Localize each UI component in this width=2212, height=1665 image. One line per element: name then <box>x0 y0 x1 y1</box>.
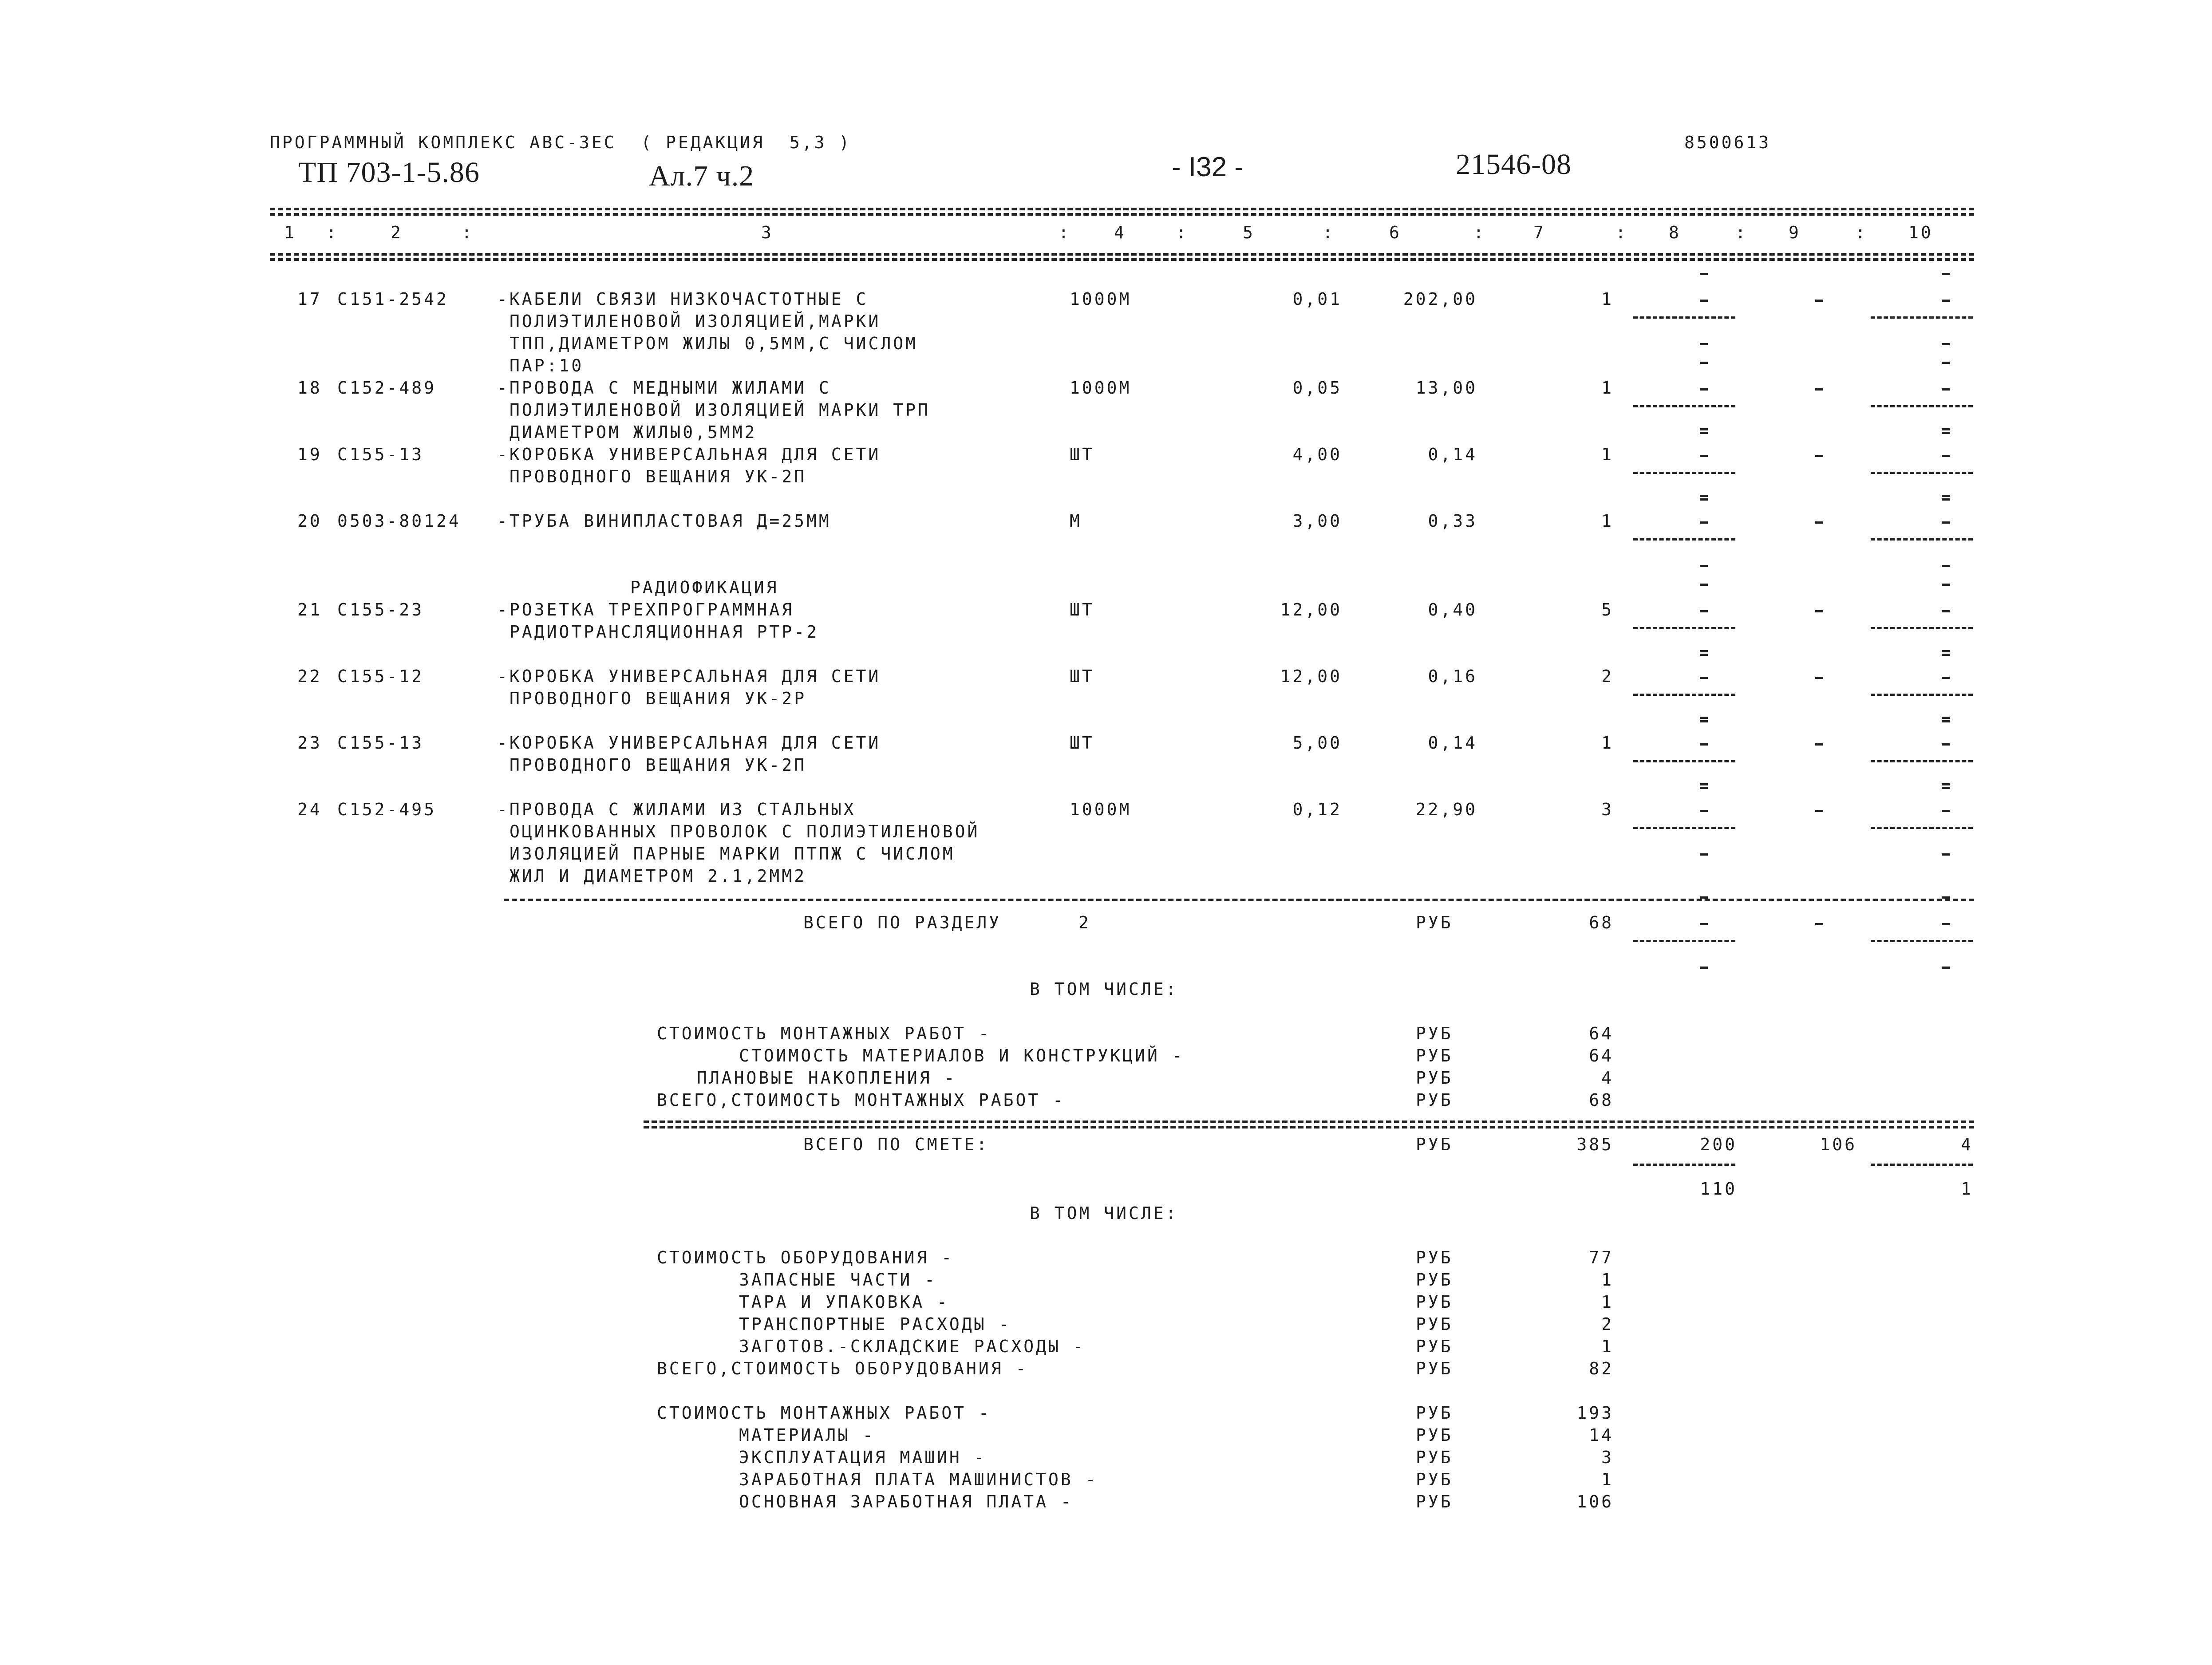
row-price: 0,40 <box>1428 600 1477 619</box>
dash-mark <box>1815 923 1823 925</box>
row-qty: 0,05 <box>1292 378 1342 398</box>
installation-value: 106 <box>1576 1492 1614 1511</box>
installation-label: МАТЕРИАЛЫ - <box>739 1425 875 1445</box>
col-sep: : <box>1473 223 1486 242</box>
row-number: 20 <box>297 511 322 531</box>
row-desc-line: ПРОВОДНОГО ВЕЩАНИЯ УК-2Р <box>510 689 807 708</box>
row-desc-line: ОЦИНКОВАННЫХ ПРОВОЛОК С ПОЛИЭТИЛЕНОВОЙ <box>510 822 980 841</box>
fraction-rule <box>1871 694 1973 696</box>
dash-mark <box>1942 743 1950 746</box>
breakdown-label: СТОИМОСТЬ МОНТАЖНЫХ РАБОТ - <box>657 1024 991 1043</box>
dash-mark <box>1942 388 1950 391</box>
row-desc-line: -ПРОВОДА С ЖИЛАМИ ИЗ СТАЛЬНЫХ <box>497 800 856 819</box>
row-desc-line: -КАБЕЛИ СВЯЗИ НИЗКОЧАСТОТНЫЕ С <box>497 289 869 309</box>
row-desc-line: РАДИОТРАНСЛЯЦИОННАЯ РТР-2 <box>510 622 819 642</box>
installation-label: ЭКСПЛУАТАЦИЯ МАШИН - <box>739 1448 987 1467</box>
dash-mark <box>1700 343 1708 345</box>
breakdown-label: ВСЕГО,СТОИМОСТЬ МОНТАЖНЫХ РАБОТ - <box>657 1090 1065 1110</box>
section-total-number: 2 <box>1078 913 1091 932</box>
breakdown-unit: РУБ <box>1416 1024 1453 1043</box>
fraction-rule <box>1633 472 1735 474</box>
equipment-unit: РУБ <box>1416 1337 1453 1356</box>
dash-mark <box>1815 743 1823 746</box>
fraction-rule <box>1871 627 1973 629</box>
col-8: 8 <box>1669 223 1681 242</box>
dash-mark <box>1942 521 1950 524</box>
dash-mark <box>1942 967 1950 969</box>
row-col7: 5 <box>1601 600 1614 619</box>
row-code: С151-2542 <box>337 289 449 309</box>
dash-mark <box>1700 654 1708 656</box>
row-desc-line: ПРОВОДНОГО ВЕЩАНИЯ УК-2П <box>510 467 807 486</box>
dash-mark <box>1815 677 1823 679</box>
row-col7: 1 <box>1601 445 1614 464</box>
row-price: 13,00 <box>1415 378 1477 398</box>
fraction-rule <box>1633 760 1735 762</box>
col-sep: : <box>1059 223 1071 242</box>
row-number: 22 <box>297 667 322 686</box>
row-col7: 3 <box>1601 800 1614 819</box>
row-desc-line: ПОЛИЭТИЛЕНОВОЙ ИЗОЛЯЦИЕЙ МАРКИ ТРП <box>510 400 930 420</box>
col-5: 5 <box>1243 223 1255 242</box>
dash-mark <box>1942 654 1950 656</box>
row-desc-line: -ПРОВОДА С МЕДНЫМИ ЖИЛАМИ С <box>497 378 831 398</box>
equipment-label: ТАРА И УПАКОВКА - <box>739 1292 949 1312</box>
dash-mark <box>1700 923 1708 925</box>
row-desc-line: -ТРУБА ВИНИПЛАСТОВАЯ Д=25ММ <box>497 511 831 531</box>
row-unit: М <box>1070 511 1082 531</box>
dash-mark <box>1700 428 1708 430</box>
col-9: 9 <box>1789 223 1801 242</box>
col-sep: : <box>326 223 339 242</box>
installation-value: 3 <box>1601 1448 1614 1467</box>
breakdown-label: СТОИМОСТЬ МАТЕРИАЛОВ И КОНСТРУКЦИЙ - <box>739 1046 1185 1065</box>
installation-value: 193 <box>1576 1403 1614 1423</box>
dash-mark <box>1942 565 1950 567</box>
dash-mark <box>1700 584 1708 586</box>
row-qty: 0,12 <box>1292 800 1342 819</box>
row-qty: 4,00 <box>1292 445 1342 464</box>
installation-unit: РУБ <box>1416 1492 1453 1511</box>
row-code: 0503-80124 <box>337 511 461 531</box>
installation-unit: РУБ <box>1416 1403 1453 1423</box>
equipment-label: ЗАПАСНЫЕ ЧАСТИ - <box>739 1270 937 1290</box>
dash-mark <box>1942 717 1950 719</box>
col-1: 1 <box>284 223 296 242</box>
row-desc-line: ПРОВОДНОГО ВЕЩАНИЯ УК-2П <box>510 755 807 775</box>
installation-value: 14 <box>1589 1425 1614 1445</box>
dash-mark <box>1700 300 1708 302</box>
col-4: 4 <box>1114 223 1126 242</box>
equipment-unit: РУБ <box>1416 1314 1453 1334</box>
section-title: РАДИОФИКАЦИЯ <box>630 578 779 597</box>
dash-mark <box>1815 455 1823 457</box>
row-code: С155-23 <box>337 600 424 619</box>
section-total-unit: РУБ <box>1416 913 1453 932</box>
row-code: С152-495 <box>337 800 437 819</box>
row-unit: 1000М <box>1070 378 1132 398</box>
program-title: ПРОГРАММНЫЙ КОМПЛЕКС АВС-3ЕС ( РЕДАКЦИЯ 5,3 ) <box>270 133 852 152</box>
row-price: 22,90 <box>1415 800 1477 819</box>
header-rule-top-2 <box>270 213 1974 216</box>
equipment-value: 1 <box>1601 1337 1614 1356</box>
fraction-rule <box>1633 405 1735 407</box>
dash-mark <box>1942 720 1950 722</box>
row-unit: 1000М <box>1070 289 1132 309</box>
dash-mark <box>1700 455 1708 457</box>
header-rule-bottom-2 <box>270 258 1974 261</box>
dash-mark <box>1700 610 1708 612</box>
fraction-rule <box>1633 827 1735 829</box>
row-qty: 12,00 <box>1280 667 1342 686</box>
row-price: 0,16 <box>1428 667 1477 686</box>
equipment-value: 1 <box>1601 1292 1614 1312</box>
row-unit: ШТ <box>1070 733 1094 753</box>
equipment-value: 77 <box>1589 1248 1614 1267</box>
col-3: 3 <box>761 223 774 242</box>
row-code: С155-13 <box>337 733 424 753</box>
row-col7: 1 <box>1601 378 1614 398</box>
row-number: 23 <box>297 733 322 753</box>
fraction-rule <box>1871 405 1973 407</box>
dash-mark <box>1700 853 1708 856</box>
header-rule-top <box>270 208 1974 210</box>
row-number: 19 <box>297 445 322 464</box>
row-col7: 2 <box>1601 667 1614 686</box>
row-desc-line: ПАР:10 <box>510 356 584 375</box>
row-unit: ШТ <box>1070 445 1094 464</box>
dash-mark <box>1942 300 1950 302</box>
col-7: 7 <box>1533 223 1546 242</box>
dash-mark <box>1700 677 1708 679</box>
dash-mark <box>1700 783 1708 785</box>
dash-mark <box>1942 428 1950 430</box>
dash-mark <box>1700 521 1708 524</box>
breakdown-unit: РУБ <box>1416 1046 1453 1065</box>
installation-unit: РУБ <box>1416 1470 1453 1489</box>
equipment-label: ЗАГОТОВ.-СКЛАДСКИЕ РАСХОДЫ - <box>739 1337 1086 1356</box>
dash-mark <box>1700 495 1708 497</box>
estimate-total-col8-lower: 110 <box>1700 1179 1737 1199</box>
row-number: 17 <box>297 289 322 309</box>
equipment-value: 1 <box>1601 1270 1614 1290</box>
dash-mark <box>1942 677 1950 679</box>
fraction-rule <box>1871 940 1973 942</box>
row-desc-line: ПОЛИЭТИЛЕНОВОЙ ИЗОЛЯЦИЕЙ,МАРКИ <box>510 312 881 331</box>
section-total-value: 68 <box>1589 913 1614 932</box>
dash-mark <box>1700 388 1708 391</box>
fraction-rule <box>1633 940 1735 942</box>
row-desc-line: -РОЗЕТКА ТРЕХПРОГРАММНАЯ <box>497 600 794 619</box>
estimate-total-col10: 4 <box>1961 1135 1973 1154</box>
equipment-unit: РУБ <box>1416 1270 1453 1290</box>
col-sep: : <box>1616 223 1628 242</box>
dash-mark <box>1700 565 1708 567</box>
dash-mark <box>1700 498 1708 501</box>
fraction-rule <box>1633 1164 1735 1166</box>
dash-mark <box>1700 967 1708 969</box>
including-label-2: В ТОМ ЧИСЛЕ: <box>1030 1203 1178 1223</box>
fraction-rule <box>1871 827 1973 829</box>
equipment-value: 82 <box>1589 1359 1614 1378</box>
fraction-rule <box>1633 627 1735 629</box>
col-10: 10 <box>1908 223 1933 242</box>
row-unit: ШТ <box>1070 667 1094 686</box>
dash-mark <box>1700 810 1708 812</box>
breakdown-value: 68 <box>1589 1090 1614 1110</box>
row-code: С155-12 <box>337 667 424 686</box>
breakdown-value: 64 <box>1589 1046 1614 1065</box>
dash-mark <box>1700 787 1708 789</box>
dash-mark <box>1942 584 1950 586</box>
fraction-rule <box>1871 760 1973 762</box>
dash-mark <box>1815 610 1823 612</box>
row-number: 24 <box>297 800 322 819</box>
dash-mark <box>1700 650 1708 652</box>
equipment-label: ТРАНСПОРТНЫЕ РАСХОДЫ - <box>739 1314 1011 1334</box>
dash-mark <box>1815 388 1823 391</box>
estimate-total-col10-lower: 1 <box>1961 1179 1973 1199</box>
dash-mark <box>1942 650 1950 652</box>
dash-mark <box>1700 743 1708 746</box>
row-price: 0,14 <box>1428 733 1477 753</box>
fraction-rule <box>1871 538 1973 541</box>
row-number: 18 <box>297 378 322 398</box>
breakdown-unit: РУБ <box>1416 1090 1453 1110</box>
including-label: В ТОМ ЧИСЛЕ: <box>1030 979 1178 999</box>
dash-mark <box>1942 343 1950 345</box>
dash-mark <box>1942 610 1950 612</box>
row-qty: 0,01 <box>1292 289 1342 309</box>
col-6: 6 <box>1389 223 1402 242</box>
equipment-unit: РУБ <box>1416 1248 1453 1267</box>
col-sep: : <box>1176 223 1189 242</box>
row-desc-line: ДИАМЕТРОМ ЖИЛЫ0,5ММ2 <box>510 422 757 442</box>
section-total-rule <box>504 899 1974 901</box>
equipment-value: 2 <box>1601 1314 1614 1334</box>
header-rule-bottom <box>270 253 1974 256</box>
dash-mark <box>1815 300 1823 302</box>
row-code: С155-13 <box>337 445 424 464</box>
dash-mark <box>1942 495 1950 497</box>
row-desc-line: ТПП,ДИАМЕТРОМ ЖИЛЫ 0,5ММ,С ЧИСЛОМ <box>510 334 918 353</box>
equipment-label: ВСЕГО,СТОИМОСТЬ ОБОРУДОВАНИЯ - <box>657 1359 1028 1378</box>
estimate-total-label: ВСЕГО ПО СМЕТЕ: <box>803 1135 989 1154</box>
row-code: С152-489 <box>337 378 437 398</box>
breakdown-value: 4 <box>1601 1068 1614 1088</box>
dash-mark <box>1700 273 1708 275</box>
installation-label: ОСНОВНАЯ ЗАРАБОТНАЯ ПЛАТА - <box>739 1492 1073 1511</box>
estimate-total-col9: 106 <box>1820 1135 1857 1154</box>
dash-mark <box>1700 717 1708 719</box>
document-code: 8500613 <box>1684 133 1771 152</box>
installation-unit: РУБ <box>1416 1448 1453 1467</box>
row-desc-line: -КОРОБКА УНИВЕРСАЛЬНАЯ ДЛЯ СЕТИ <box>497 733 881 753</box>
fraction-rule <box>1633 694 1735 696</box>
section-total-label: ВСЕГО ПО РАЗДЕЛУ <box>803 913 1002 932</box>
dash-mark <box>1942 783 1950 785</box>
row-desc-line: ИЗОЛЯЦИЕЙ ПАРНЫЕ МАРКИ ПТПЖ С ЧИСЛОМ <box>510 844 955 864</box>
fraction-rule <box>1633 538 1735 541</box>
estimate-total-value: 385 <box>1576 1135 1614 1154</box>
row-price: 0,14 <box>1428 445 1477 464</box>
project-number: ТП 703-1-5.86 <box>298 156 480 189</box>
album-part: Ал.7 ч.2 <box>649 160 754 192</box>
row-number: 21 <box>297 600 322 619</box>
estimate-total-rule <box>644 1121 1974 1123</box>
dash-mark <box>1942 362 1950 364</box>
equipment-label: СТОИМОСТЬ ОБОРУДОВАНИЯ - <box>657 1248 954 1267</box>
row-qty: 3,00 <box>1292 511 1342 531</box>
installation-value: 1 <box>1601 1470 1614 1489</box>
breakdown-unit: РУБ <box>1416 1068 1453 1088</box>
row-unit: ШТ <box>1070 600 1094 619</box>
installation-label: СТОИМОСТЬ МОНТАЖНЫХ РАБОТ - <box>657 1403 991 1423</box>
estimate-total-col8: 200 <box>1700 1135 1737 1154</box>
row-price: 202,00 <box>1403 289 1477 309</box>
equipment-unit: РУБ <box>1416 1292 1453 1312</box>
row-price: 0,33 <box>1428 511 1477 531</box>
fraction-rule <box>1871 316 1973 319</box>
row-desc-line: -КОРОБКА УНИВЕРСАЛЬНАЯ ДЛЯ СЕТИ <box>497 667 881 686</box>
equipment-unit: РУБ <box>1416 1359 1453 1378</box>
dash-mark <box>1700 432 1708 434</box>
row-desc-line: ЖИЛ И ДИАМЕТРОМ 2.1,2ММ2 <box>510 866 807 886</box>
dash-mark <box>1942 853 1950 856</box>
fraction-rule <box>1871 1164 1973 1166</box>
installation-label: ЗАРАБОТНАЯ ПЛАТА МАШИНИСТОВ - <box>739 1470 1098 1489</box>
estimate-total-unit: РУБ <box>1416 1135 1453 1154</box>
col-sep: : <box>1323 223 1335 242</box>
dash-mark <box>1700 720 1708 722</box>
col-sep: : <box>1855 223 1868 242</box>
dash-mark <box>1942 498 1950 501</box>
sheet-number: 21546-08 <box>1456 148 1572 181</box>
row-desc-line: -КОРОБКА УНИВЕРСАЛЬНАЯ ДЛЯ СЕТИ <box>497 445 881 464</box>
dash-mark <box>1815 810 1823 812</box>
fraction-rule <box>1633 316 1735 319</box>
dash-mark <box>1942 787 1950 789</box>
row-col7: 1 <box>1601 733 1614 753</box>
dash-mark <box>1942 923 1950 925</box>
dash-mark <box>1942 810 1950 812</box>
row-unit: 1000М <box>1070 800 1132 819</box>
estimate-total-rule-2 <box>644 1126 1974 1128</box>
fraction-rule <box>1871 472 1973 474</box>
dash-mark <box>1700 362 1708 364</box>
dash-mark <box>1815 521 1823 524</box>
row-col7: 1 <box>1601 511 1614 531</box>
dash-mark <box>1942 432 1950 434</box>
page-number: - I32 - <box>1172 152 1244 182</box>
row-qty: 5,00 <box>1292 733 1342 753</box>
dash-mark <box>1942 455 1950 457</box>
installation-unit: РУБ <box>1416 1425 1453 1445</box>
col-sep: : <box>1735 223 1748 242</box>
col-2: 2 <box>391 223 403 242</box>
col-sep: : <box>462 223 474 242</box>
breakdown-label: ПЛАНОВЫЕ НАКОПЛЕНИЯ - <box>697 1068 957 1088</box>
row-col7: 1 <box>1601 289 1614 309</box>
breakdown-value: 64 <box>1589 1024 1614 1043</box>
row-qty: 12,00 <box>1280 600 1342 619</box>
dash-mark <box>1942 273 1950 275</box>
